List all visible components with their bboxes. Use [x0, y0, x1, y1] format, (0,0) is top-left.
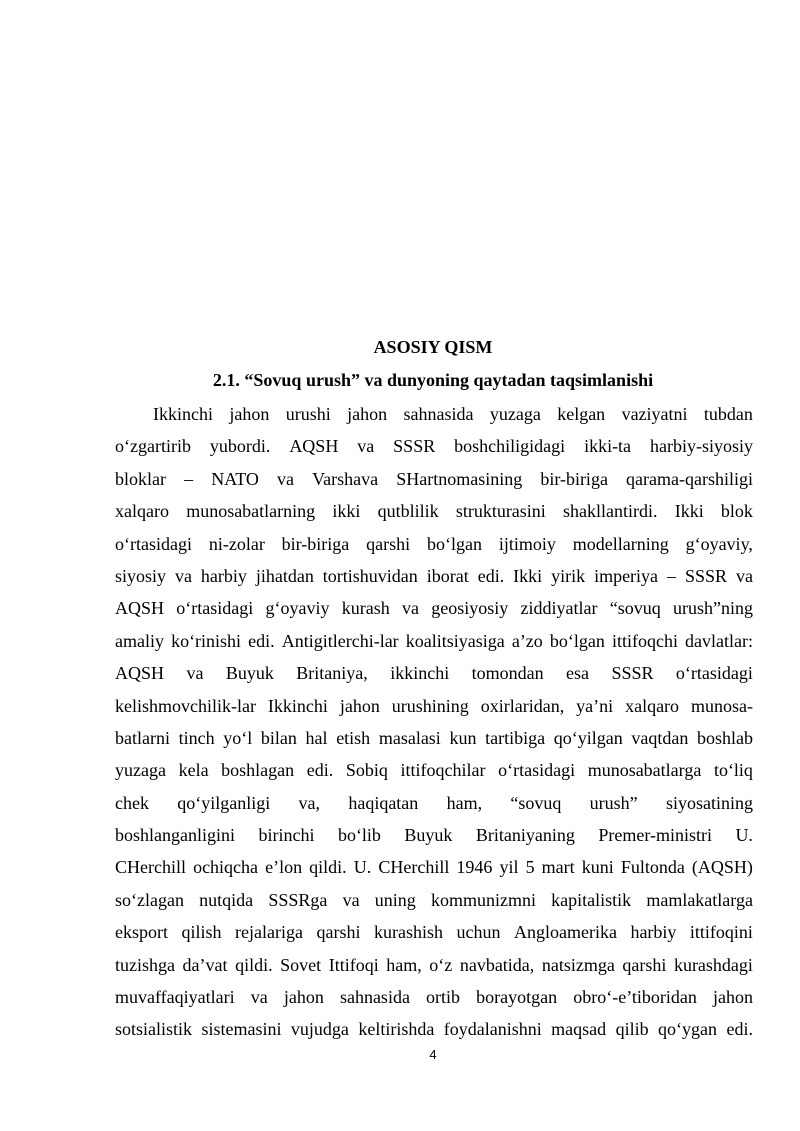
page-number: 4: [429, 1047, 437, 1062]
text-line: AQSH va Buyuk Britaniya, ikkinchi tomondan esa SSSR o‘rtasidagi: [115, 663, 753, 684]
text-line: yuzaga kela boshlagan edi. Sobiq ittifoqchilar o‘rtasidagi munosabatlarga to‘liq: [115, 760, 753, 781]
text-line: o‘zgartirib yubordi. AQSH va SSSR boshchiligidagi ikki-ta harbiy-siyosiy: [115, 436, 753, 457]
text-line: siyosiy va harbiy jihatdan tortishuvidan iborat edi. Ikki yirik imperiya – SSSR va: [115, 565, 753, 586]
text-line: kelishmovchilik-lar Ikkinchi jahon urushining oxirlaridan, ya’ni xalqaro munosa-: [115, 695, 753, 716]
text-line: eksport qilish rejalariga qarshi kurashish uchun Angloamerika harbiy ittifoqini: [115, 922, 753, 943]
text-line: AQSH o‘rtasidagi g‘oyaviy kurash va geosiyosiy ziddiyatlar “sovuq urush”ning: [115, 598, 753, 619]
text-line: so‘zlagan nutqida SSSRga va uning kommunizmni kapitalistik mamlakatlarga: [115, 889, 753, 910]
body-paragraph: [115, 398, 753, 1046]
text-line: boshlanganligini birinchi bo‘lib Buyuk Britaniyaning Premer-ministri U.: [115, 825, 753, 846]
text-line: batlarni tinch yo‘l bilan hal etish masalasi kun tartibiga qo‘yilgan vaqtdan boshlab: [115, 727, 753, 748]
text-line: xalqaro munosabatlarning ikki qutblilik strukturasini shakllantirdi. Ikki blok: [115, 501, 753, 522]
text-line: amaliy ko‘rinishi edi. Antigitlerchi-lar koalitsiyasiga a’zo bo‘lgan ittifoqchi davlatlar:: [115, 630, 753, 651]
section-heading: ASOSIY QISM: [373, 337, 493, 357]
text-line: bloklar – NATO va Varshava SHartnomasining bir-biriga qarama-qarshiligi: [115, 468, 753, 489]
text-line: sotsialistik sistemasini vujudga keltirishda foydalanishni maqsad qilib qo‘ygan edi.: [115, 1019, 753, 1040]
text-line: tuzishga da’vat qildi. Sovet Ittifoqi ham, o‘z navbatida, natsizmga qarshi kurashdagi: [115, 954, 753, 975]
text-line: o‘rtasidagi ni-zolar bir-biriga qarshi bo‘lgan ijtimoiy modellarning g‘oyaviy,: [115, 533, 753, 554]
text-line: Ikkinchi jahon urushi jahon sahnasida yuzaga kelgan vaziyatni tubdan: [153, 404, 753, 424]
text-line: muvaffaqiyatlari va jahon sahnasida ortib borayotgan obro‘-e’tiboridan jahon: [115, 987, 753, 1008]
text-line: CHerchill ochiqcha e’lon qildi. U. CHerchill 1946 yil 5 mart kuni Fultonda (AQSH): [115, 857, 753, 878]
text-line: chek qo‘yilganligi va, haqiqatan ham, “sovuq urush” siyosatining: [115, 792, 753, 813]
subsection-heading: 2.1. “Sovuq urush” va dunyoning qaytadan taqsimlanishi: [212, 370, 654, 390]
